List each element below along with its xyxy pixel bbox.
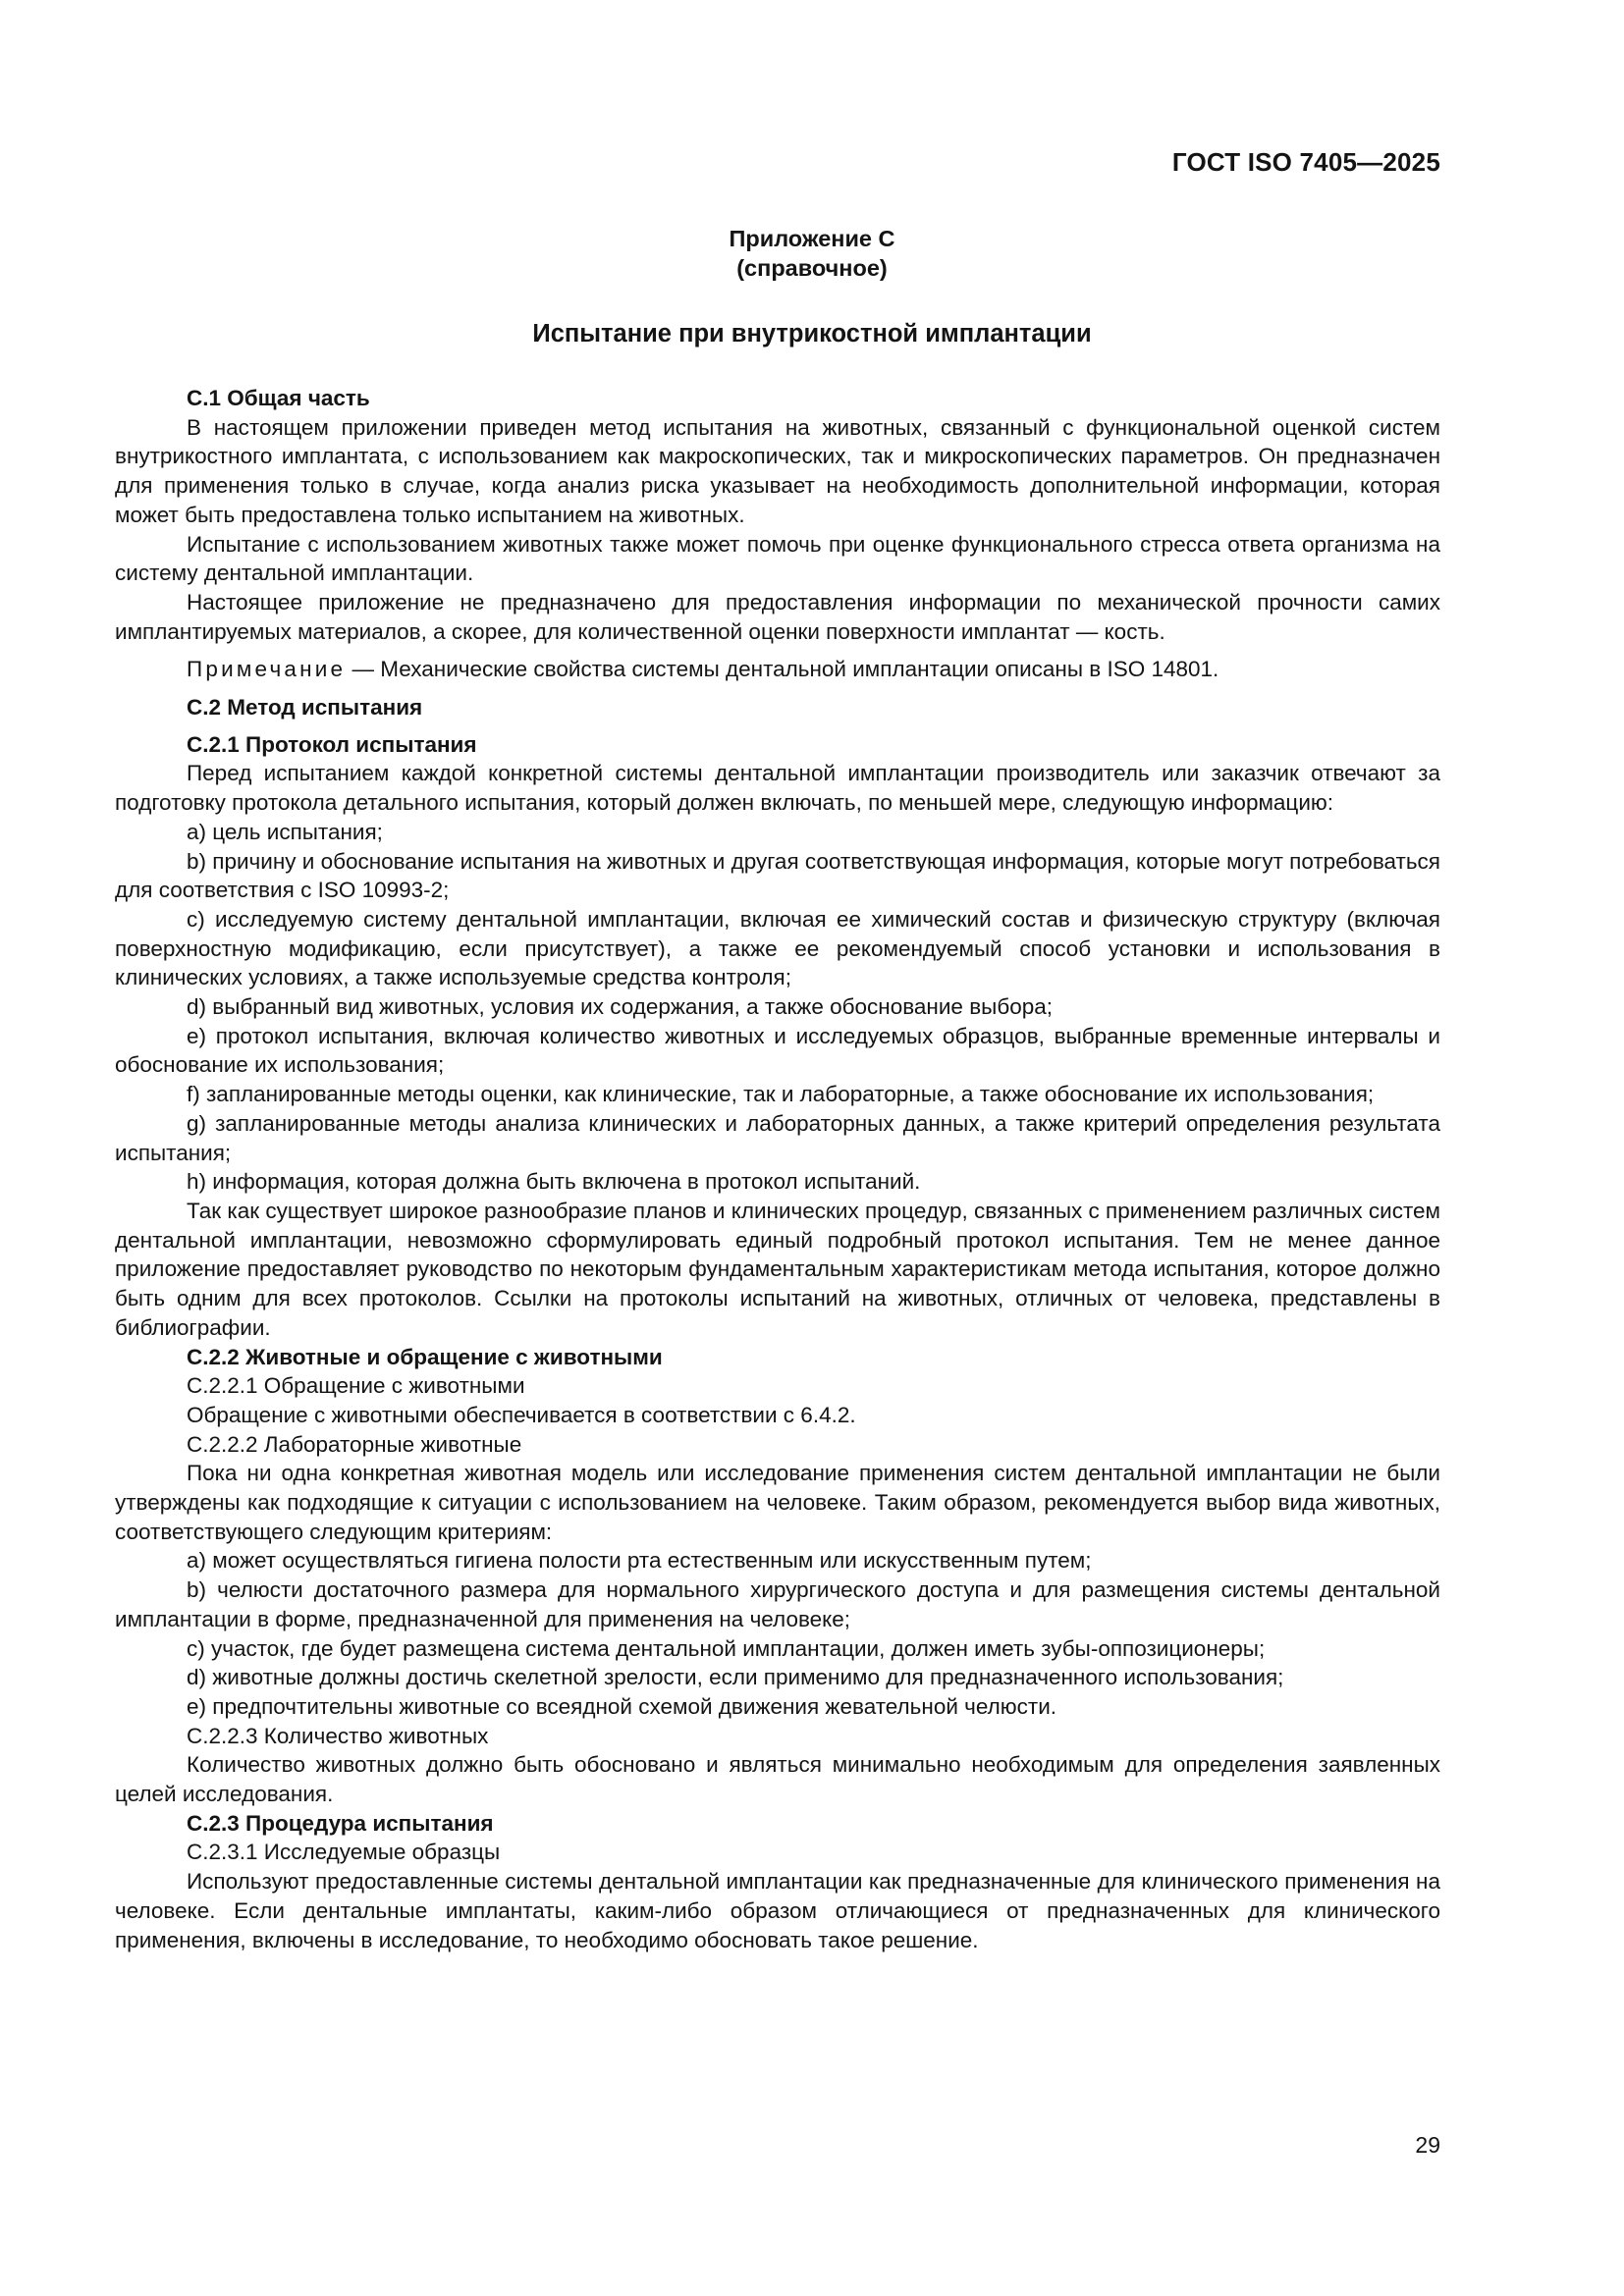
paragraph: Настоящее приложение не предназначено для предоставления информации по механической прочности самих имплантируемых материалов, а скорее, для количественной оценки поверхности имплантат — кость.: [115, 589, 1440, 644]
list-item: b) челюсти достаточного размера для нормального хирургического доступа и для размещения системы дентальной имплантации в форме, предназначенной для применения на человеке;: [115, 1577, 1440, 1631]
list-item: f) запланированные методы оценки, как клинические, так и лабораторные, а также обоснование их использования;: [187, 1082, 1375, 1107]
annex-title: Испытание при внутрикостной имплантации: [532, 320, 1092, 347]
list-item: d) животные должны достичь скелетной зрелости, если применимо для предназначенного использования;: [187, 1665, 1284, 1690]
paragraph: Испытание с использованием животных также может помочь при оценке функционального стресса ответа организма на систему дентальной имплантации.: [115, 531, 1440, 586]
note-label: Примечание: [187, 657, 347, 682]
clause-heading-c221: C.2.2.1 Обращение с животными: [187, 1373, 525, 1399]
list-item: e) протокол испытания, включая количество животных и исследуемых образцов, выбранные временные интервалы и обоснование их использования;: [115, 1023, 1440, 1078]
note-text: — Механические свойства системы дентальной имплантации описаны в ISO 14801.: [346, 657, 1219, 682]
list-item: c) участок, где будет размещена система дентальной имплантации, должен иметь зубы-оппозиционеры;: [187, 1635, 1266, 1661]
list-item: a) может осуществляться гигиена полости рта естественным или искусственным путем;: [187, 1548, 1092, 1574]
subsection-heading-c21: C.2.1 Протокол испытания: [187, 731, 477, 757]
paragraph: Пока ни одна конкретная животная модель или исследование применения систем дентальной имплантации не были утверждены как подходящие к ситуации с использованием на человеке. Таким образом, рекомендуется выбор вида животных, соответствующего следующим критериям:: [115, 1461, 1440, 1544]
list-item: c) исследуемую систему дентальной имплантации, включая ее химический состав и физическую структуру (включая поверхностную модификацию, если присутствует), а также ее рекомендуемый способ установки и использования в клинических условиях, а также используемые средства контроля;: [115, 906, 1440, 990]
list-item: d) выбранный вид животных, условия их содержания, а также обоснование выбора;: [187, 994, 1053, 1020]
list-item: e) предпочтительны животные со всеядной схемой движения жевательной челюсти.: [187, 1693, 1057, 1719]
list-item: b) причину и обоснование испытания на животных и другая соответствующая информация, которые могут потребоваться для соответствия с ISO 10993-2;: [115, 848, 1440, 903]
paragraph: В настоящем приложении приведен метод испытания на животных, связанный с функциональной оценкой систем внутрикостного имплантата, с использованием как макроскопических, так и микроскопических параметров. Он предназначен для применения только в случае, когда анализ риска указывает на необходимость дополнительной информации, которая может быть предоставлена только испытанием на животных.: [115, 414, 1440, 527]
list-item: a) цель испытания;: [187, 819, 383, 844]
note: [115, 655, 1440, 684]
section-heading-c2: C.2 Метод испытания: [187, 695, 423, 721]
subsection-heading-c22: C.2.2 Животные и обращение с животными: [187, 1344, 663, 1369]
paragraph: Используют предоставленные системы дентальной имплантации как предназначенные для клинического применения на человеке. Если дентальные имплантаты, каким-либо образом отличающиеся от предназначенных для клинического применения, включены в исследование, то необходимо обосновать такое решение.: [115, 1869, 1440, 1952]
annex-label: Приложение C: [729, 226, 895, 251]
list-item: h) информация, которая должна быть включена в протокол испытаний.: [187, 1169, 921, 1195]
section-heading-c1: C.1 Общая часть: [187, 386, 370, 410]
document-body: [115, 384, 1440, 1954]
subsection-heading-c23: C.2.3 Процедура испытания: [187, 1810, 494, 1836]
document-code: ГОСТ ISO 7405—2025: [1171, 147, 1440, 177]
annex-kind: (справочное): [736, 255, 888, 281]
clause-heading-c231: C.2.3.1 Исследуемые образцы: [187, 1840, 501, 1865]
clause-heading-c223: C.2.2.3 Количество животных: [187, 1723, 489, 1748]
paragraph: Количество животных должно быть обосновано и являться минимально необходимым для определения заявленных целей исследования.: [115, 1752, 1440, 1807]
paragraph: Обращение с животными обеспечивается в соответствии с 6.4.2.: [187, 1402, 856, 1427]
list-item: g) запланированные методы анализа клинических и лабораторных данных, а также критерий определения результата испытания;: [115, 1110, 1440, 1165]
page-number: 29: [1415, 2132, 1440, 2158]
annex-heading: [0, 224, 1624, 283]
paragraph: Так как существует широкое разнообразие планов и клинических процедур, связанных с применением различных систем дентальной имплантации, невозможно сформулировать единый подробный протокол испытания. Тем не менее данное приложение предоставляет руководство по некоторым фундаментальным характеристикам метода испытания, которое должно быть одним для всех протоколов. Ссылки на протоколы испытаний на животных, отличных от человека, представлены в библиографии.: [115, 1198, 1440, 1340]
clause-heading-c222: C.2.2.2 Лабораторные животные: [187, 1431, 522, 1457]
paragraph: Перед испытанием каждой конкретной системы дентальной имплантации производитель или заказчик отвечают за подготовку протокола детального испытания, который должен включать, по меньшей мере, следующую информацию:: [115, 761, 1440, 816]
